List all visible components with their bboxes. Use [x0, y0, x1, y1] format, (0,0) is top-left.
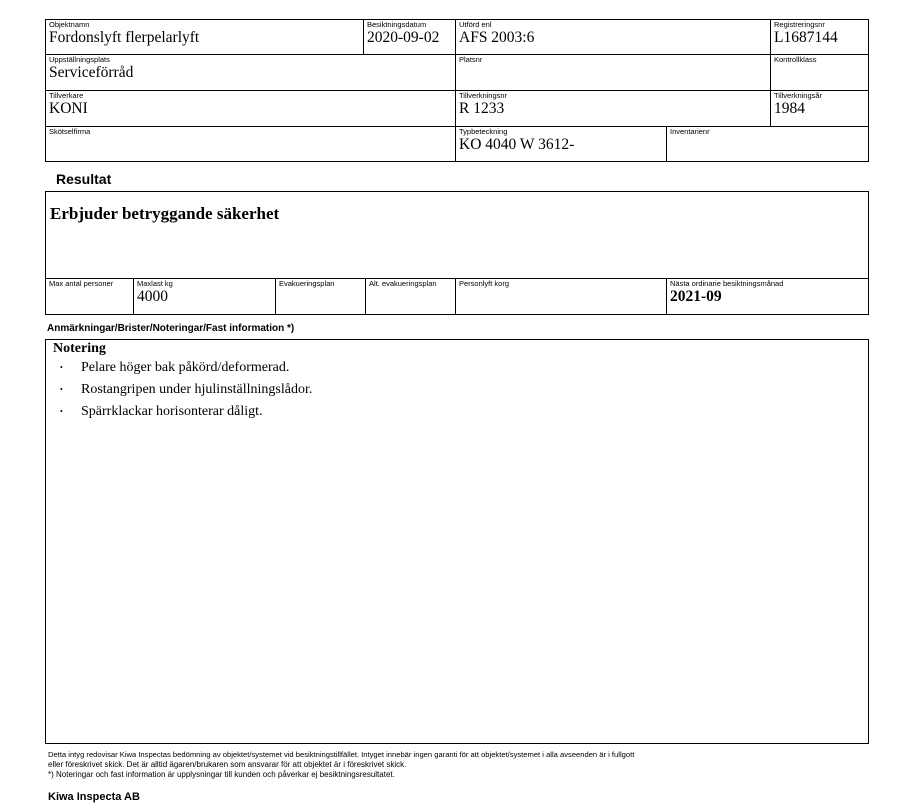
disclaimer-line-1: Detta intyg redovisar Kiwa Inspectas bedömning av objektet/systemet vid besiktningstillfället. Intyget innebär ingen garanti för att objektet/systemet i alla avseenden är i fullgott — [48, 750, 635, 759]
personlyft-korg-cell — [455, 278, 666, 315]
platsnr-label: Platsnr — [459, 55, 483, 64]
evakueringsplan-cell — [275, 278, 365, 315]
objektnamn-label: Objektnamn — [49, 20, 90, 29]
registreringsnr-label: Registreringsnr — [774, 20, 825, 29]
tillverkningsar-value: 1984 — [774, 100, 805, 117]
registreringsnr-value: L1687144 — [774, 29, 838, 46]
remark-text: Spärrklackar horisonterar dåligt. — [81, 404, 263, 419]
max-antal-personer-label: Max antal personer — [49, 279, 114, 288]
objektnamn-value: Fordonslyft flerpelarlyft — [49, 29, 200, 46]
disclaimer-line-3: *) Noteringar och fast information är upplysningar till kunden och påverkar ej besiktningsresultatet. — [48, 770, 395, 779]
tillverkningsar-label: Tillverkningsår — [774, 91, 823, 100]
typbeteckning-value: KO 4040 W 3612- — [459, 136, 575, 153]
disclaimer-line-2: eller föreskrivet skick. Det är alltid ägaren/brukaren som ansvarar för att objektet är i föreskrivet skick. — [48, 760, 407, 769]
remarks-heading: Anmärkningar/Brister/Noteringar/Fast information *) — [47, 323, 295, 334]
tillverkningsar-cell — [770, 90, 869, 126]
objektnamn-cell — [45, 19, 363, 54]
besiktningsdatum-label: Besiktningsdatum — [367, 20, 427, 29]
registreringsnr-cell — [770, 19, 869, 54]
company-name: Kiwa Inspecta AB — [48, 791, 140, 803]
skotselfirma-label: Skötselfirma — [49, 127, 91, 136]
maxlast-value: 4000 — [137, 288, 168, 305]
tillverkningsnr-cell — [455, 90, 770, 126]
kontrollklass-label: Kontrollklass — [774, 55, 817, 64]
nasta-besiktningsmanad-cell — [666, 278, 869, 315]
uppstallningsplats-value: Serviceförråd — [49, 64, 134, 81]
utford-enl-label: Utförd enl — [459, 20, 492, 29]
alt-evakueringsplan-label: Alt. evakueringsplan — [369, 279, 437, 288]
tillverkare-value: KONI — [49, 100, 88, 117]
remark-text: Pelare höger bak påkörd/deformerad. — [81, 360, 290, 375]
list-item — [48, 357, 312, 379]
alt-evakueringsplan-cell — [365, 278, 455, 315]
remark-text: Rostangripen under hjulinställningslådor. — [81, 382, 313, 397]
bullet-icon: • — [60, 407, 63, 416]
nasta-besiktningsmanad-label: Nästa ordinarie besiktningsmånad — [670, 279, 784, 288]
typbeteckning-cell — [455, 126, 666, 162]
uppstallningsplats-cell — [45, 54, 455, 90]
list-item — [48, 379, 312, 401]
inventarienr-label: Inventarienr — [670, 127, 710, 136]
resultat-heading: Resultat — [56, 171, 112, 187]
utford-enl-value: AFS 2003:6 — [459, 29, 535, 46]
uppstallningsplats-label: Uppställningsplats — [49, 55, 110, 64]
tillverkningsnr-label: Tillverkningsnr — [459, 91, 508, 100]
bullet-icon: • — [60, 363, 63, 372]
kontrollklass-cell — [770, 54, 869, 90]
besiktningsdatum-value: 2020-09-02 — [367, 29, 440, 46]
evakueringsplan-label: Evakueringsplan — [279, 279, 335, 288]
remarks-list — [48, 357, 312, 423]
remarks-subheading: Notering — [53, 341, 106, 356]
tillverkningsnr-value: R 1233 — [459, 100, 505, 117]
nasta-besiktningsmanad-value: 2021-09 — [670, 288, 722, 305]
maxlast-label: Maxlast kg — [137, 279, 173, 288]
typbeteckning-label: Typbeteckning — [459, 127, 508, 136]
resultat-statement: Erbjuder betryggande säkerhet — [50, 204, 280, 223]
besiktningsdatum-cell — [363, 19, 455, 54]
personlyft-korg-label: Personlyft korg — [459, 279, 510, 288]
max-antal-personer-cell — [45, 278, 133, 315]
skotselfirma-cell — [45, 126, 455, 162]
list-item — [48, 401, 312, 423]
bullet-icon: • — [60, 385, 63, 394]
inventarienr-cell — [666, 126, 869, 162]
tillverkare-cell — [45, 90, 455, 126]
tillverkare-label: Tillverkare — [49, 91, 84, 100]
maxlast-cell — [133, 278, 275, 315]
utford-enl-cell — [455, 19, 770, 54]
platsnr-cell — [455, 54, 770, 90]
